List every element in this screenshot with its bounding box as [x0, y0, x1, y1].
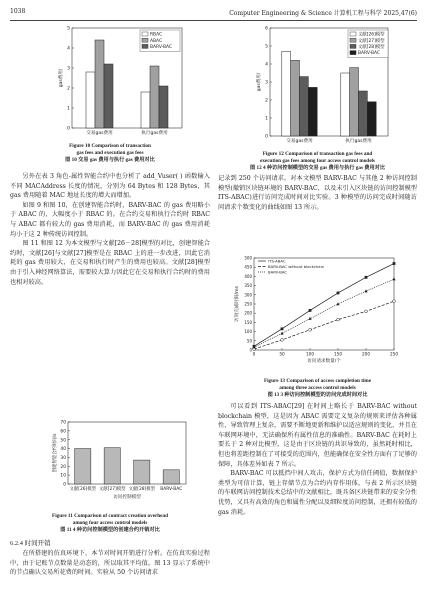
data-point [309, 328, 312, 331]
page-number: 1038 [10, 8, 26, 15]
y-tick-label: 4 [67, 46, 70, 52]
y-tick-label: 300 [244, 292, 252, 298]
bar [282, 51, 291, 136]
data-point [308, 317, 311, 320]
journal-title: Computer Engineering & Science 计算机工程与科学 2025,47(6) [229, 10, 417, 17]
y-tick-label: 50 [246, 338, 252, 344]
x-axis-label: 访问控制模型 [113, 495, 141, 500]
legend-label: RBAC [150, 32, 163, 38]
y-axis-label: 访问完成时间/ms [235, 286, 240, 322]
legend-label: BARV-BAC [150, 45, 173, 50]
right-column-top [218, 174, 417, 244]
bar [159, 86, 168, 128]
y-tick-label: 500 [244, 255, 252, 261]
y-tick-label: 5 [265, 44, 268, 50]
y-tick-label: 60 [60, 429, 66, 435]
figure-12-caption: Figure 12 Comparison of transaction gas fees and execution gas fees among four access control models 图 12 4 种访问控制模型的交易 gas 费用与执行 gas 费用对比 [249, 151, 386, 171]
bar [350, 68, 359, 136]
data-point [365, 310, 368, 313]
legend-label: 文献[26]模型 [358, 32, 385, 38]
legend-label: BARV-BAC [268, 269, 288, 275]
y-axis-label: gas费用/ [59, 68, 64, 88]
right-column-bottom [218, 402, 417, 597]
figure-13 [218, 254, 417, 376]
data-point [392, 277, 395, 280]
data-point [337, 318, 340, 321]
figure-11-chart [10, 418, 210, 510]
left-column-bottom [10, 549, 210, 597]
figure-10-caption: Figure 10 Comparison of transaction gas fees and execution gas fees 图 10 交易 gas 费用与执行 gas 费用对比 [65, 143, 155, 163]
data-point [281, 338, 284, 341]
legend-swatch [142, 44, 148, 48]
y-tick-label: 0 [63, 482, 66, 488]
figure-11 [10, 418, 210, 510]
paragraph: 在所搭建的仿真环境下，本节对时间开销进行分析。在仿真实验过程中，由于记账节点数量是动态的，所以取其平均值。图 13 显示了系统中的节点确认交易所花费的时间。实验从 50 个访问请求 [10, 550, 210, 577]
figure-10 [10, 22, 210, 140]
data-point [281, 327, 284, 330]
bar [308, 87, 317, 136]
y-tick-label: 40 [60, 447, 66, 453]
bar [134, 460, 150, 484]
y-tick-label: 20 [60, 464, 66, 470]
y-tick-label: 400 [244, 273, 252, 279]
bar [150, 66, 159, 128]
figure-13-chart [218, 254, 417, 376]
section-heading: 6.2.4 时间开销 [10, 540, 51, 547]
y-tick-label: 6 [265, 26, 268, 32]
bar [75, 449, 91, 484]
figure-11-caption: Figure 11 Comparison of contract creation overhead among four access control models 图 11 4 种访问控制模型的创建合约开销对比 [52, 513, 168, 533]
data-point [365, 276, 368, 279]
y-tick-label: 5 [67, 26, 70, 32]
data-point [336, 302, 339, 305]
x-tick-label: 文献[28]模型 [128, 487, 156, 492]
legend-label: ITS-ABAC [268, 258, 286, 264]
legend-swatch [350, 38, 356, 42]
data-point [337, 292, 340, 295]
y-tick-label: 150 [244, 319, 252, 325]
x-tick-label: 150 [334, 351, 342, 357]
x-tick-label: 交易gas费用 [86, 131, 113, 136]
x-tick-label: BARV-BAC [160, 487, 183, 492]
bar [163, 470, 179, 484]
legend-swatch [350, 51, 356, 55]
bar [104, 448, 120, 484]
y-tick-label: 30 [60, 456, 66, 462]
legend-swatch [350, 44, 356, 48]
page-header [10, 6, 417, 21]
x-tick-label: 交易gas费用 [286, 139, 313, 144]
paragraph: 记录到 250 个访问请求。对本文模型 BARV-BAC 与其他 2 种访问控制模型(撤销区块链环境的 BARV-BAC，以及未引入区块链的访问控制模型 ITS-ABAC)进行访问完成时间对比实验。3 种模型的访问完成时间随访问请求个数变化的曲线如图 13 所示。 [218, 175, 417, 211]
y-tick-label: 50 [60, 438, 66, 444]
y-tick-label: 0 [249, 347, 252, 353]
legend-label: BARV-BAC without blockchain [268, 263, 325, 269]
y-tick-label: 0 [67, 126, 70, 132]
x-tick-label: 100 [306, 351, 314, 357]
y-tick-label: 3 [265, 80, 268, 86]
legend-swatch [142, 38, 148, 42]
y-tick-label: 10 [60, 473, 66, 479]
x-tick-label: 0 [252, 351, 256, 357]
figure-12 [218, 22, 417, 148]
legend-label: ABAC [150, 38, 163, 44]
y-tick-label: 70 [60, 420, 66, 426]
legend-swatch [350, 32, 356, 36]
legend-swatch [142, 32, 148, 36]
paragraph: BARV-BAC 可以抵挡中间人攻击，保护方式为信任阈值，数据保护类型为可信计算，链上存储节点为合约内存作用体，与表 2 所示区块链的车联网访问控制技术总结中的文献相比，既具备区块链带来的安全分性优势，又具有高效的角色和属性分配以及细粒度访问控制，还拥有较低的 gas 消耗。 [218, 470, 417, 516]
y-tick-label: 2 [67, 86, 70, 92]
y-tick-label: 450 [244, 264, 252, 270]
x-tick-label: 250 [390, 351, 398, 357]
paragraph: 可以看到 ITS-ABAC[29] 在时间上略长于 BARV-BAC without blockchain 模型，这是因为 ABAC 需要定义复杂的规则来评估各种属性，导致管理上复杂，需要不断地更新和维护以适应规则的变化，并且在车联网环境中，无法确保所有属性信息的准确性。BARV-BAC 在耗时上要长于 2 种对比模型，这是由于区块链的共识导致的，虽然耗时相比，但也将差距控制在了可接受的范围内，但能确保在安全性方面有了足够的保障，具体差异如表 7 所示。 [218, 403, 417, 468]
series-line [254, 301, 394, 349]
y-tick-label: 100 [244, 329, 252, 335]
y-axis-label: gas费用/ [257, 72, 262, 92]
x-tick-label: 200 [362, 351, 370, 357]
figure-13-caption: Figure 13 Comparison of access completion time among three access control models 图 13 3 种访问控制模型的访问完成时间对比 [263, 378, 372, 398]
bar [291, 60, 300, 136]
x-tick-label: 文献[27]模型 [98, 487, 126, 492]
legend-label: BARV-BAC [358, 51, 381, 57]
y-tick-label: 4 [265, 62, 268, 68]
y-tick-label: 3 [67, 66, 70, 72]
legend-label: 文献[27]模型 [358, 38, 385, 44]
bar [341, 73, 350, 136]
y-tick-label: 200 [244, 310, 252, 316]
y-axis-label: 创建智能合约时间/s [53, 433, 58, 473]
bar [300, 77, 309, 136]
x-tick-label: 执行gas费用 [345, 139, 372, 144]
bar [86, 72, 95, 128]
bar [359, 91, 368, 136]
y-tick-label: 2 [265, 98, 268, 104]
x-axis-label: 访问请求数量/个 [307, 359, 341, 364]
bar [95, 40, 104, 128]
series-line [254, 279, 394, 347]
left-column-top [10, 172, 210, 418]
series-line [254, 264, 394, 347]
y-tick-label: 1 [265, 116, 268, 122]
figure-12-chart [218, 22, 417, 148]
y-tick-label: 0 [265, 134, 268, 140]
bar [104, 64, 113, 128]
paragraph: 如图 9 和图 10，在创建智能合约时，BARV-BAC 的 gas 费用略小于 ABAC 的，大幅度小于 RBAC 的。在合约交易和执行合约时 RBAC 与 ABAC 都有较大的 gas 费用消耗，而 BARV-BAC 的 gas 费用消耗均小于这 2 种传统访问控制。 [10, 201, 210, 238]
x-tick-label: 文献[26]模型 [69, 487, 97, 492]
legend-label: 文献[28]模型 [358, 45, 385, 50]
bar [141, 92, 150, 128]
figure-10-chart [10, 22, 210, 140]
y-tick-label: 350 [244, 283, 252, 289]
x-tick-label: 执行gas费用 [141, 131, 168, 136]
paragraph: 另外在表 3 角色-属性智能合约中也分析了 add_Vuser( ) 函数输入不同 MACAddress 长度的情况，分别为 64 Bytes 和 128 Bytes，其 gas 费用随着 MAC 地址长度的增大而增加。 [10, 173, 210, 200]
data-point [393, 300, 396, 303]
x-tick-label: 50 [279, 351, 285, 357]
data-point [393, 262, 396, 265]
y-tick-label: 250 [244, 301, 252, 307]
y-tick-label: 1 [67, 106, 70, 112]
data-point [309, 309, 312, 312]
paragraph: 图 11 和图 12 为本文模型与文献[26－28]模型的对比，创建智能合约时，文献[26]与文献[27]模型是在 RBAC 上的进一步改进，因此它消耗的 gas 费用较大，在交易和执行时产生的费用也较高。文献[28]模型由于引入神经网络算法，需要较大算力因此它在交易和执行合约时的费用也相对较高。 [10, 240, 210, 286]
bar [367, 102, 376, 136]
